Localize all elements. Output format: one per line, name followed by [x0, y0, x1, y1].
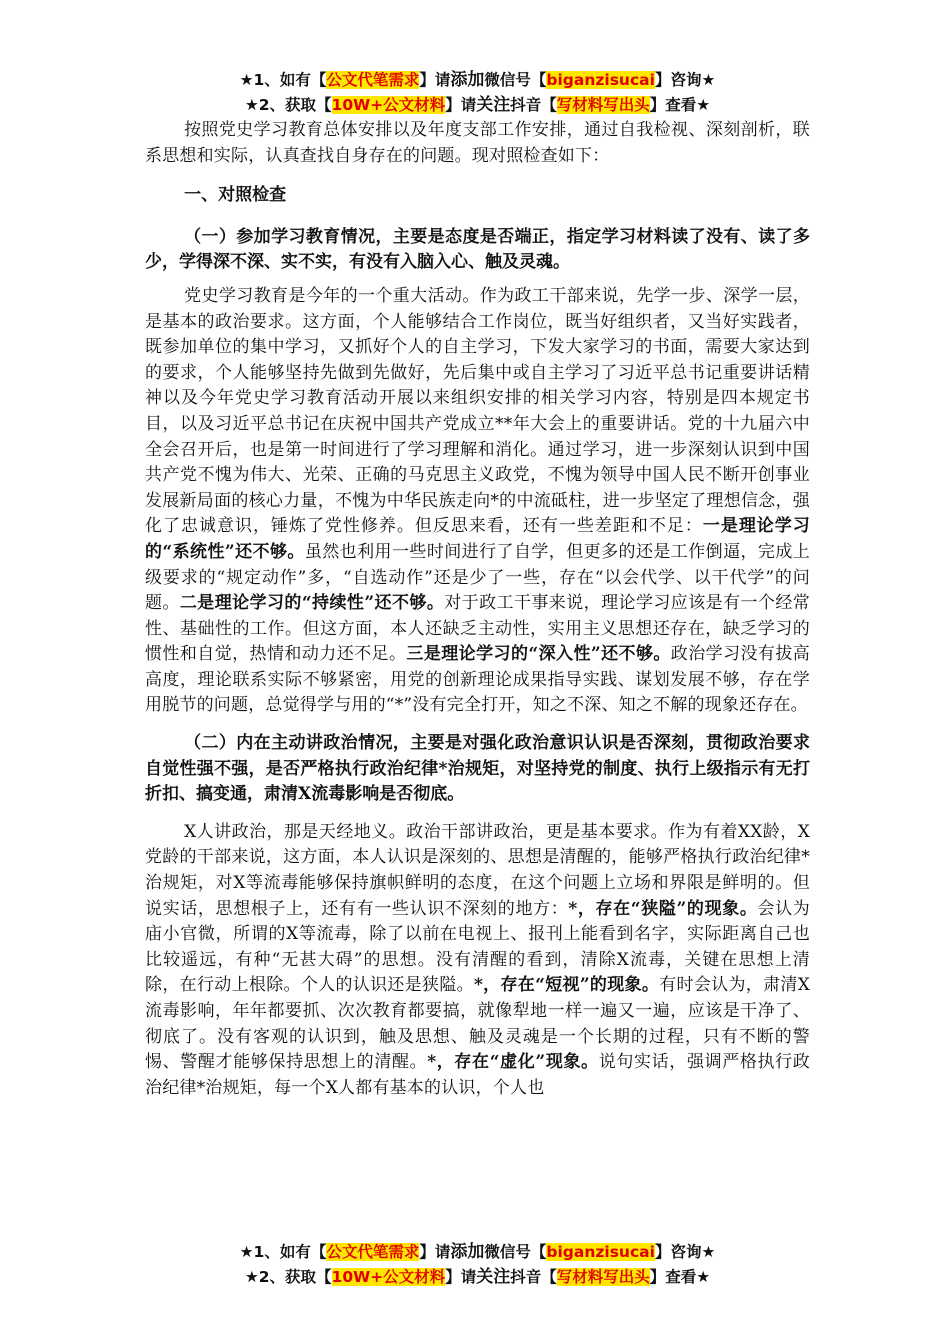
body-paragraph-2 [145, 820, 810, 1102]
body-paragraph-1 [145, 284, 810, 719]
ad-emphasis: 添加 [450, 1242, 485, 1262]
ad-text: ★1、如有【 [239, 71, 327, 89]
body-text: 对于政工干事来说，理论学习应该是有一个经常性、基础性的工作。但这方面，本人还缺乏主动性，实用主义思想还存在，缺乏学习的惯性和自觉，热情和动力还不足。 [145, 593, 810, 665]
ad-text: 微信号【 [484, 71, 547, 89]
ad-highlight: biganzisucai [546, 1243, 655, 1261]
bold-point: 二是理论学习的“持续性”还不够。 [179, 593, 445, 614]
ad-text: ★2、获取【 [244, 96, 332, 114]
ad-text: 】咨询★ [654, 71, 716, 89]
ad-highlight: 写材料写出头 [556, 96, 650, 114]
ad-highlight: 10W+公文材料 [331, 1268, 446, 1286]
ad-text: 抖音【 [510, 96, 557, 114]
ad-text: 微信号【 [484, 1243, 547, 1261]
body-text: 党史学习教育是今年的一个重大活动。作为政工干部来说，先学一步、深学一层，是基本的政治要求。这方面，个人能够结合工作岗位，既当好组织者，又当好实践者，既参加单位的集中学习，又抓好个人的自主学习，下发大家学习的书面，需要大家达到的要求，个人能够坚持先做到先做好，先后集中或自主学习了习近平总书记重要讲话精神以及今年党史学习教育活动开展以来组织安排的相关学习内容，特别是四本规定书目，以及习近平总书记在庆祝中国共产党成立**年大会上的重要讲话。党的十九届六中全会召开后，也是第一时间进行了学习理解和消化。通过学习，进一步深刻认识到中国共产党不愧为伟大、光荣、正确的马克思主义政党，不愧为领导中国人民不断开创事业发展新局面的核心力量，不愧为中华民族走向*的中流砥柱，进一步坚定了理想信念，强化了忠诚意识，锤炼了党性修养。但反思来看，还有一些差距和不足： [145, 285, 810, 537]
body-text: 会认为庙小官微，所谓的X等流毒，除了以前在电视上、报刊上能看到名字，实际距离自己也比较遥远，有种“无甚大碍”的思想。没有清醒的看到，清除X流毒，关键在思想上清除，在行动上根除。个人的认识还是狭隘。 [145, 898, 810, 996]
ad-text: 】咨询★ [654, 1243, 716, 1261]
ad-line-2 [145, 93, 810, 118]
ad-text: 】请 [445, 1268, 477, 1286]
ad-text: ★2、获取【 [244, 1268, 332, 1286]
document-page [145, 68, 810, 1101]
ad-highlight: 公文代笔需求 [326, 1243, 420, 1261]
body-text: 虽然也利用一些时间进行了自学，但更多的还是工作倒逼，完成上级要求的“规定动作”多，“自选动作”还是少了一些，存在“以会代学、以干代学”的问题。 [145, 541, 810, 614]
ad-line-1 [145, 68, 810, 93]
footer-ads [145, 1240, 810, 1290]
ad-line-2-footer [145, 1265, 810, 1290]
ad-text: 】请 [419, 71, 451, 89]
body-text: 有时会认为，肃清X流毒影响，年年都要抓、次次教育都要搞，就像犁地一样一遍又一遍，应该是干净了、彻底了。没有客观的认识到，触及思想、触及灵魂是一个长期的过程，只有不断的警惕、警醒才能够保持思想上的清醒。 [145, 975, 810, 1073]
ad-highlight: 10W+公文材料 [331, 96, 446, 114]
ad-text: ★1、如有【 [239, 1243, 327, 1261]
ad-emphasis: 关注 [476, 95, 511, 115]
intro-paragraph: 按照党史学习教育总体安排以及年度支部工作安排，通过自我检视、深刻剖析，联系思想和实际，认真查找自身存在的问题。现对照检查如下： [145, 120, 810, 166]
ad-highlight: biganzisucai [546, 71, 655, 89]
ad-text: 】查看★ [649, 96, 711, 114]
bold-point: 一是理论学习的“系统性”还不够。 [145, 516, 810, 562]
ad-text: 】查看★ [649, 1268, 711, 1286]
bold-point: *，存在“虚化”现象。 [427, 1052, 599, 1073]
body-text: 说句实话，强调严格执行政治纪律*治规矩，每一个X人都有基本的认识，个人也 [145, 1052, 810, 1098]
bold-point: 三是理论学习的“深入性”还不够。 [406, 644, 671, 665]
ad-line-1-footer [145, 1240, 810, 1265]
ad-text: 抖音【 [510, 1268, 557, 1286]
section-heading: 一、对照检查 [184, 185, 287, 206]
ad-text: 】请 [419, 1243, 451, 1261]
subsection-heading-1: （一）参加学习教育情况，主要是态度是否端正，指定学习材料读了没有、读了多少，学得深不深、实不实，有没有入脑入心、触及灵魂。 [145, 226, 810, 273]
ad-highlight: 公文代笔需求 [326, 71, 420, 89]
bold-point: *，存在“短视”的现象。 [473, 975, 660, 996]
body-text: 政治学习没有拔高高度，理论联系实际不够紧密，用党的创新理论成果指导实践、谋划发展不够，存在学用脱节的问题，总觉得学与用的“*”没有完全打开，知之不深、知之不解的现象还存在。 [145, 644, 810, 716]
bold-point: *，存在“狭隘”的现象。 [568, 898, 758, 919]
subsection-heading-2: （二）内在主动讲政治情况，主要是对强化政治意识认识是否深刻，贯彻政治要求自觉性强不强，是否严格执行政治纪律*治规矩，对坚持党的制度、执行上级指示有无打折扣、搞变通，肃清X流毒影响是否彻底。 [145, 733, 810, 805]
ad-highlight: 写材料写出头 [556, 1268, 650, 1286]
body-text: X人讲政治，那是天经地义。政治干部讲政治，更是基本要求。作为有着XX龄，X党龄的干部来说，这方面，本人认识是深刻的、思想是清醒的，能够严格执行政治纪律*治规矩，对X等流毒能够保持旗帜鲜明的态度，在这个问题上立场和界限是鲜明的。但说实话，思想根子上，还有有一些认识不深刻的地方： [145, 821, 810, 919]
ad-emphasis: 添加 [450, 70, 485, 90]
ad-text: 】请 [445, 96, 477, 114]
ad-emphasis: 关注 [476, 1267, 511, 1287]
